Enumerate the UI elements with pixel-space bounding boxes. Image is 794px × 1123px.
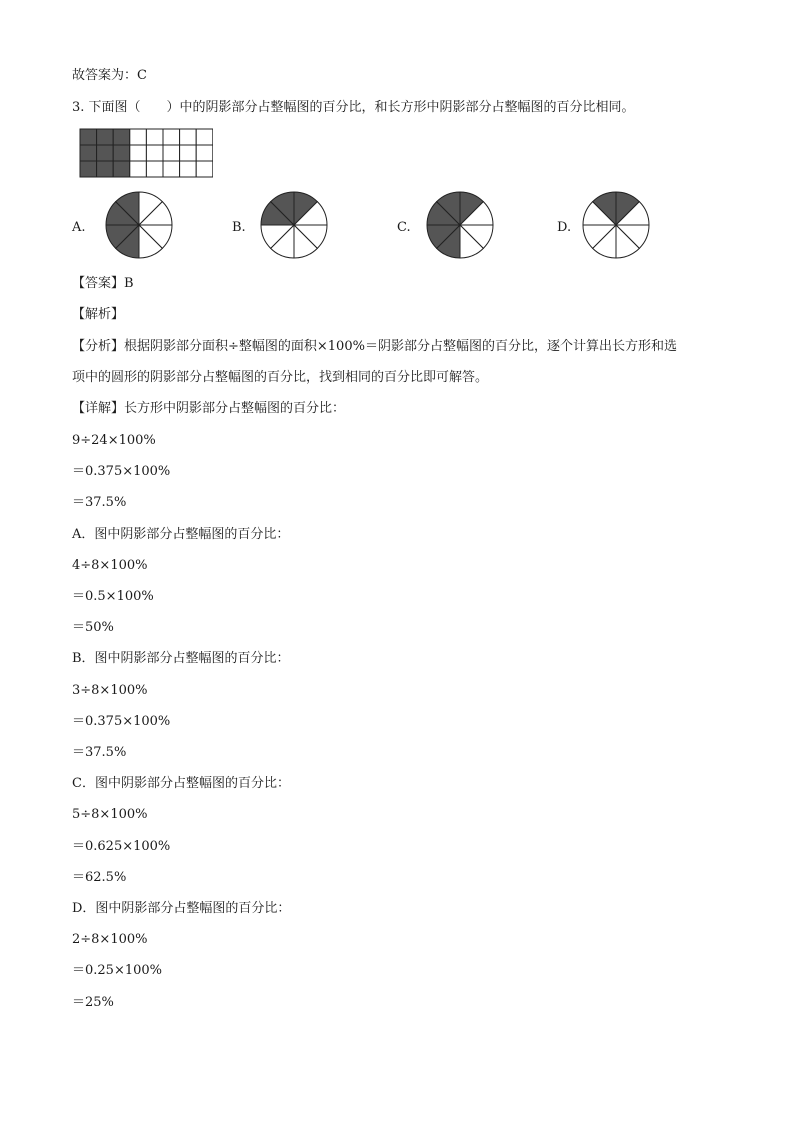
question-text: 3. 下面图（ ）中的阴影部分占整幅图的百分比，和长方形中阴影部分占整幅图的百分比相同。 — [72, 100, 635, 115]
grid-cell — [180, 129, 197, 145]
calc-line: ＝0.25×100% — [72, 963, 163, 979]
option-a-circle — [104, 190, 174, 260]
grid-cell — [113, 161, 130, 177]
grid-cell — [146, 145, 163, 161]
grid-cell — [80, 145, 97, 161]
grid-cell — [180, 161, 197, 177]
grid-cell — [163, 161, 180, 177]
option-b-circle — [259, 190, 329, 260]
grid-cell — [113, 145, 130, 161]
grid-cell — [130, 145, 147, 161]
calc-line: 5÷8×100% — [72, 807, 148, 823]
grid-cell — [163, 145, 180, 161]
option-d-label: D. — [557, 220, 572, 235]
grid-cell — [80, 161, 97, 177]
option-c-circle — [425, 190, 495, 260]
grid-cell — [196, 129, 213, 145]
grid-cell — [97, 161, 114, 177]
option-c-label: C. — [397, 220, 411, 235]
calc-line: B．图中阴影部分占整幅图的百分比： — [72, 651, 290, 667]
grid-cell — [196, 161, 213, 177]
calc-line: ＝50% — [72, 620, 114, 636]
detail-heading: 【详解】长方形中阴影部分占整幅图的百分比： — [72, 401, 346, 416]
calc-line: 9÷24×100% — [72, 433, 156, 448]
grid-cell — [146, 161, 163, 177]
calc-line: ＝25% — [72, 994, 114, 1010]
grid-cell — [130, 161, 147, 177]
analysis-heading: 【解析】 — [72, 307, 125, 322]
answer-line: 【答案】B — [72, 276, 134, 291]
calc-line: D．图中阴影部分占整幅图的百分比： — [72, 901, 291, 916]
calc-line: ＝37.5% — [72, 745, 127, 760]
calc-line: A．图中阴影部分占整幅图的百分比： — [72, 526, 290, 542]
calc-line: ＝0.625×100% — [72, 838, 171, 854]
calc-line: ＝37.5% — [72, 495, 127, 511]
grid-cell — [113, 129, 130, 145]
analysis-text-2: 项中的圆形的阴影部分占整幅图的百分比，找到相同的百分比即可解答。 — [72, 370, 489, 385]
rectangle-grid-figure — [79, 128, 213, 180]
calc-line: ＝0.375×100% — [72, 713, 171, 729]
calc-line: C．图中阴影部分占整幅图的百分比： — [72, 776, 290, 792]
option-d-circle — [581, 190, 651, 260]
calc-line: ＝62.5% — [72, 869, 127, 885]
calc-line: 3÷8×100% — [72, 682, 148, 698]
calc-line: 2÷8×100% — [72, 932, 148, 948]
calc-line: ＝0.5×100% — [72, 589, 154, 604]
option-a-label: A. — [72, 220, 86, 235]
grid-cell — [146, 129, 163, 145]
grid-cell — [130, 129, 147, 145]
grid-cell — [80, 129, 97, 145]
calc-line: ＝0.375×100% — [72, 464, 171, 480]
grid-cell — [196, 145, 213, 161]
option-b-label: B. — [232, 220, 246, 235]
grid-cell — [163, 129, 180, 145]
grid-cell — [180, 145, 197, 161]
previous-answer: 故答案为：C — [72, 68, 147, 83]
grid-cell — [97, 145, 114, 161]
grid-cell — [97, 129, 114, 145]
calc-line: 4÷8×100% — [72, 557, 148, 573]
analysis-text-1: 【分析】根据阴影部分面积÷整幅图的面积×100%＝阴影部分占整幅图的百分比，逐个计算出长方形和选 — [72, 339, 677, 354]
